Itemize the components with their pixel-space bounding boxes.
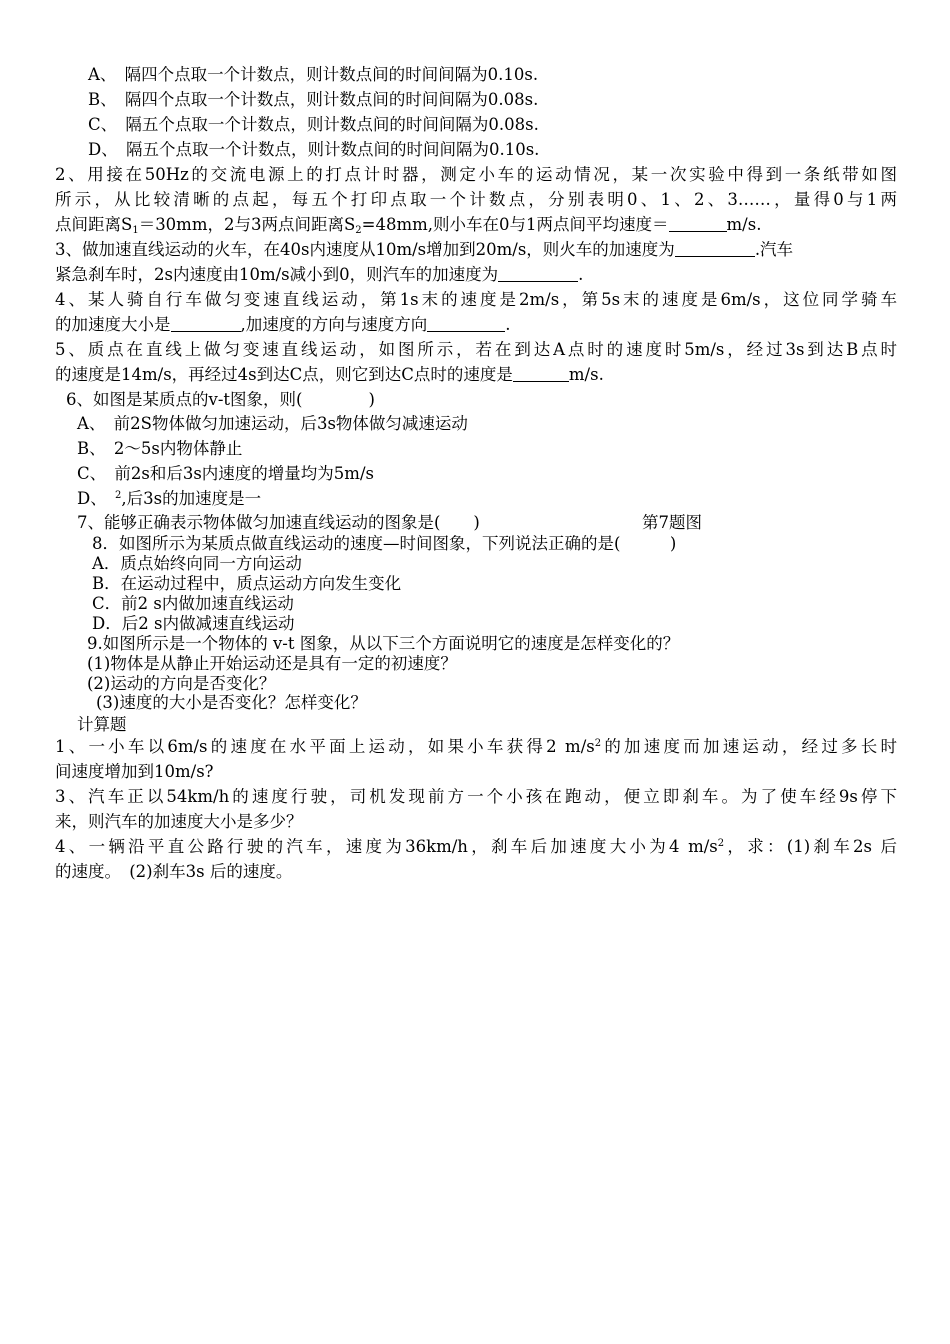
- q7-stem: 7、能够正确表示物体做匀加速直线运动的图象是( ): [77, 513, 480, 532]
- q8-option-c: C．前2 s内做加速直线运动: [92, 594, 294, 613]
- q3-line-1: 3、做加速直线运动的火车，在40s内速度从10m/s增加到20m/s，则火车的加速度为 .汽车: [55, 240, 794, 259]
- q9-stem: 9.如图所示是一个物体的 v-t 图象，从以下三个方面说明它的速度是怎样变化的？: [87, 634, 680, 653]
- q1-option-b: B、 隔四个点取一个计数点，则计数点间的时间间隔为0.08s.: [88, 90, 539, 109]
- calc-4-line-1: 4、一辆沿平直公路行驶的汽车，速度为36km/h，刹车后加速度大小为4 $m/s^2$，求：(1)刹车2s 后: [55, 837, 897, 856]
- calc-1-line-2: 间速度增加到10m/s?: [55, 762, 214, 781]
- q2-line-1: 2、用接在50Hz的交流电源上的打点计时器，测定小车的运动情况，某一次实验中得到一条纸带如图: [55, 165, 897, 184]
- q8-stem: 8．如图所示为某质点做直线运动的速度—时间图象，下列说法正确的是( ): [92, 534, 677, 553]
- calc-1-line-1: 1、一小车以6m/s的速度在水平面上运动，如果小车获得2 $m/s^2$的加速度而加速运动，经过多长时: [55, 737, 897, 756]
- q6-option-d: D、 $^2$,后3s的加速度是一: [77, 489, 262, 508]
- q1-option-c: C、 隔五个点取一个计数点，则计数点间的时间间隔为0.08s.: [88, 115, 539, 134]
- q6-stem: 6、如图是某质点的v-t图象，则( ): [66, 390, 375, 409]
- q7-figure-label: 第7题图: [642, 513, 702, 532]
- q8-option-d: D．后2 s内做减速直线运动: [92, 614, 295, 633]
- q4-line-2: 的加速度大小是 ,加速度的方向与速度方向 .: [55, 315, 511, 334]
- q5-line-2: 的速度是14m/s，再经过4s到达C点，则它到达C点时的速度是 m/s.: [55, 365, 604, 384]
- q9-sub-1: (1)物体是从静止开始运动还是具有一定的初速度？: [87, 654, 457, 673]
- q2-answer-blank[interactable]: [669, 217, 727, 232]
- q8-option-a: A．质点始终向同一方向运动: [92, 554, 302, 573]
- calc-heading: 计算题: [77, 715, 127, 734]
- q5-answer-blank[interactable]: [513, 367, 569, 382]
- q1-option-a: A、 隔四个点取一个计数点，则计数点间的时间间隔为0.10s.: [88, 65, 539, 84]
- q6-option-c: C、 前2s和后3s内速度的增量均为5m/s: [77, 464, 374, 483]
- q2-line-3: 点间距离$S_1=30mm$，2与3两点间距离$S_2=48mm$,则小车在0与1两点间平均速度＝ m/s.: [55, 215, 762, 236]
- calc-3-line-1: 3、汽车正以54km/h的速度行驶，司机发现前方一个小孩在跑动，便立即刹车。为了使车经9s停下: [55, 787, 897, 806]
- q3-answer-blank-1[interactable]: [675, 242, 755, 257]
- q1-option-d: D、 隔五个点取一个计数点，则计数点间的时间间隔为0.10s.: [88, 140, 540, 159]
- q8-option-b: B．在运动过程中，质点运动方向发生变化: [92, 574, 402, 593]
- q2-line-2: 所示，从比较清晰的点起，每五个打印点取一个计数点，分别表明0、1、2、3……，量得0与1两: [55, 190, 897, 209]
- q5-line-1: 5、质点在直线上做匀变速直线运动，如图所示，若在到达A点时的速度时5m/s，经过3s到达B点时: [55, 340, 897, 359]
- calc-4-line-2: 的速度。 (2)刹车3s 后的速度。: [55, 862, 293, 881]
- q3-line-2: 紧急刹车时，2s内速度由10m/s减小到0，则汽车的加速度为 .: [55, 265, 584, 284]
- calc-3-line-2: 来，则汽车的加速度大小是多少？: [55, 812, 303, 831]
- q6-option-b: B、 2～5s内物体静止: [77, 439, 243, 458]
- q6-option-a: A、 前2S物体做匀加速运动，后3s物体做匀减速运动: [77, 414, 468, 433]
- q4-answer-blank-1[interactable]: [171, 317, 241, 332]
- q9-sub-3: (3)速度的大小是否变化？怎样变化？: [96, 693, 367, 712]
- q9-sub-2: (2)运动的方向是否变化？: [87, 674, 276, 693]
- q3-answer-blank-2[interactable]: [498, 267, 578, 282]
- q4-answer-blank-2[interactable]: [427, 317, 505, 332]
- q4-line-1: 4、某人骑自行车做匀变速直线运动，第1s末的速度是2m/s，第5s末的速度是6m/s，这位同学骑车: [55, 290, 897, 309]
